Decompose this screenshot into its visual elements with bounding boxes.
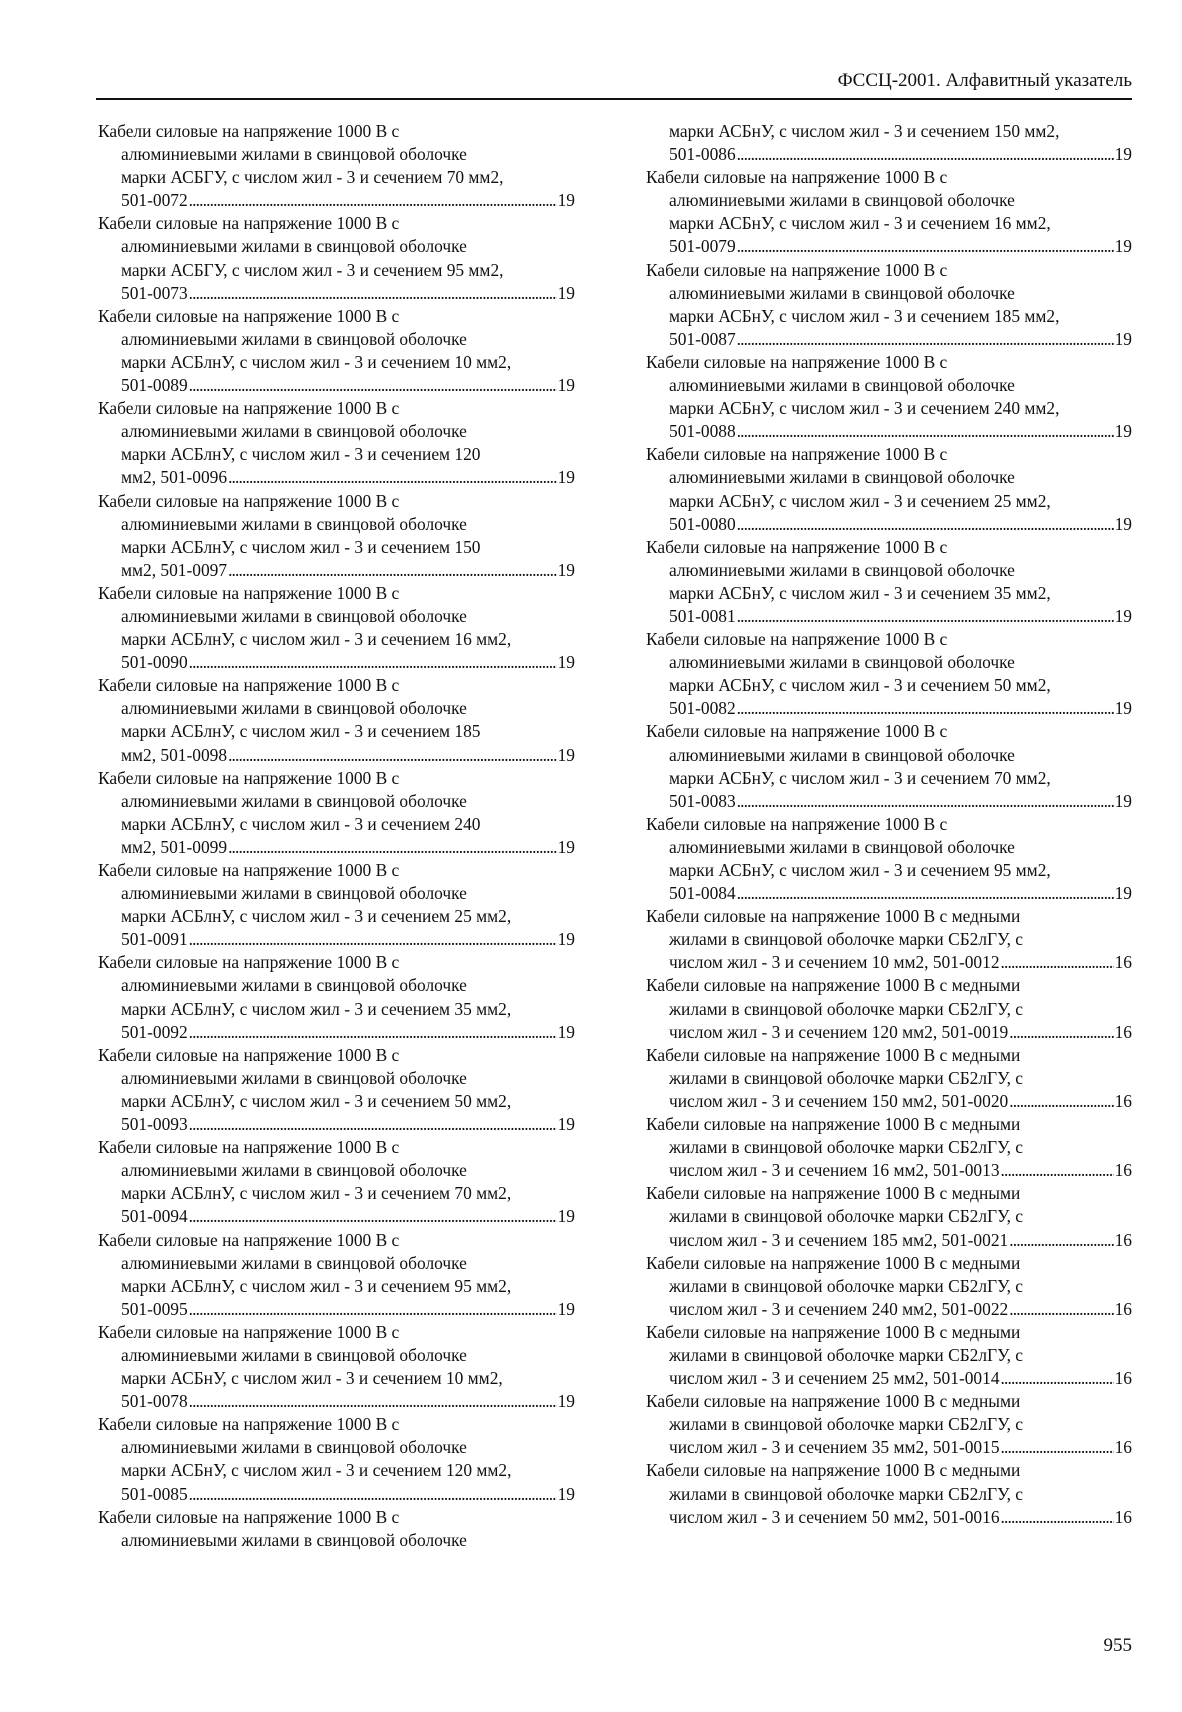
index-entry-line: алюминиевыми жилами в свинцовой оболочке bbox=[121, 236, 467, 257]
index-entry-line: Кабели силовые на напряжение 1000 В с bbox=[646, 167, 948, 188]
page-reference: 19 bbox=[1114, 513, 1132, 534]
index-entry bbox=[98, 1044, 575, 1136]
index-entry-line: алюминиевыми жилами в свинцовой оболочке bbox=[121, 975, 467, 996]
index-entry-line bbox=[646, 1506, 1132, 1529]
index-entry-line: Кабели силовые на напряжение 1000 В с медными bbox=[646, 975, 1021, 996]
index-entry-line bbox=[98, 928, 575, 951]
dot-leader bbox=[189, 282, 557, 305]
index-entry-line bbox=[646, 951, 1132, 974]
page-reference: 19 bbox=[557, 744, 575, 765]
index-entry-line: алюминиевыми жилами в свинцовой оболочке bbox=[121, 1252, 467, 1273]
index-entry-line: алюминиевыми жилами в свинцовой оболочке bbox=[121, 144, 467, 165]
page-reference: 19 bbox=[1114, 144, 1132, 165]
index-entry bbox=[646, 1390, 1132, 1459]
page-reference: 19 bbox=[1114, 790, 1132, 811]
dot-leader bbox=[228, 559, 557, 582]
index-entry bbox=[646, 166, 1132, 258]
index-entry-line bbox=[98, 1021, 575, 1044]
index-entry-line bbox=[646, 1090, 1132, 1113]
index-entry-text: числом жил - 3 и сечением 25 мм2, 501-0014 bbox=[669, 1368, 1000, 1389]
index-entry-line: алюминиевыми жилами в свинцовой оболочке bbox=[669, 467, 1015, 488]
page-reference: 16 bbox=[1114, 952, 1132, 973]
index-entry-line: Кабели силовые на напряжение 1000 В с bbox=[98, 675, 400, 696]
index-entry-text: мм2, 501-0098 bbox=[121, 744, 228, 765]
index-entry-line: алюминиевыми жилами в свинцовой оболочке bbox=[121, 790, 467, 811]
index-entry-line: марки АСБнУ, с числом жил - 3 и сечением 240 мм2, bbox=[669, 398, 1060, 419]
index-entry-line: Кабели силовые на напряжение 1000 В с bbox=[646, 721, 948, 742]
page-reference: 16 bbox=[1114, 1021, 1132, 1042]
index-entry-text: 501-0090 bbox=[121, 652, 188, 673]
index-entry-line bbox=[98, 1390, 575, 1413]
dot-leader bbox=[189, 1113, 557, 1136]
index-entry bbox=[98, 767, 575, 859]
index-entry-line bbox=[646, 882, 1132, 905]
index-entry bbox=[646, 1321, 1132, 1390]
index-entry-line bbox=[646, 605, 1132, 628]
dot-leader bbox=[1009, 1229, 1113, 1252]
index-entry-line: жилами в свинцовой оболочке марки СБ2лГУ, с bbox=[669, 1414, 1023, 1435]
index-entry bbox=[646, 1252, 1132, 1321]
index-entry bbox=[646, 536, 1132, 628]
index-entry-line: Кабели силовые на напряжение 1000 В с медными bbox=[646, 1391, 1021, 1412]
index-entry-line: Кабели силовые на напряжение 1000 В с bbox=[98, 1137, 400, 1158]
index-entry-text: 501-0093 bbox=[121, 1114, 188, 1135]
index-entry-line: алюминиевыми жилами в свинцовой оболочке bbox=[669, 375, 1015, 396]
index-entry-line: Кабели силовые на напряжение 1000 В с bbox=[98, 1044, 400, 1065]
index-entry-text: 501-0082 bbox=[669, 698, 736, 719]
index-entry-line bbox=[646, 328, 1132, 351]
index-entry bbox=[98, 582, 575, 674]
dot-leader bbox=[228, 744, 557, 767]
dot-leader bbox=[737, 513, 1114, 536]
dot-leader bbox=[1001, 1159, 1114, 1182]
index-entry-line: марки АСБнУ, с числом жил - 3 и сечением 185 мм2, bbox=[669, 305, 1060, 326]
index-column-right bbox=[646, 120, 1132, 1529]
index-entry-line: марки АСБлнУ, с числом жил - 3 и сечением 50 мм2, bbox=[121, 1090, 512, 1111]
page-reference: 19 bbox=[1114, 698, 1132, 719]
page-reference: 19 bbox=[557, 190, 575, 211]
page-reference: 19 bbox=[557, 1021, 575, 1042]
index-entry-line: алюминиевыми жилами в свинцовой оболочке bbox=[121, 1437, 467, 1458]
page-reference: 16 bbox=[1114, 1090, 1132, 1111]
index-entry-line: марки АСБГУ, с числом жил - 3 и сечением 70 мм2, bbox=[121, 167, 504, 188]
index-entry-line: Кабели силовые на напряжение 1000 В с bbox=[646, 259, 948, 280]
page-reference: 19 bbox=[557, 929, 575, 950]
index-entry-line: Кабели силовые на напряжение 1000 В с bbox=[98, 1229, 400, 1250]
dot-leader bbox=[1009, 1298, 1113, 1321]
index-entry-text: 501-0073 bbox=[121, 282, 188, 303]
dot-leader bbox=[189, 928, 557, 951]
index-entry-text: 501-0091 bbox=[121, 929, 188, 950]
page-reference: 19 bbox=[557, 375, 575, 396]
index-entry-text: числом жил - 3 и сечением 10 мм2, 501-0012 bbox=[669, 952, 1000, 973]
page-reference: 19 bbox=[557, 1114, 575, 1135]
index-entry-line: алюминиевыми жилами в свинцовой оболочке bbox=[121, 1344, 467, 1365]
index-entry-line: алюминиевыми жилами в свинцовой оболочке bbox=[121, 1160, 467, 1181]
index-entry bbox=[98, 1229, 575, 1321]
index-entry-line: Кабели силовые на напряжение 1000 В с медными bbox=[646, 1252, 1021, 1273]
index-entry-line: алюминиевыми жилами в свинцовой оболочке bbox=[121, 698, 467, 719]
index-entry bbox=[98, 1506, 575, 1552]
index-entry-text: мм2, 501-0096 bbox=[121, 467, 228, 488]
index-entry-text: 501-0084 bbox=[669, 883, 736, 904]
page-reference: 19 bbox=[1114, 883, 1132, 904]
index-entry-line bbox=[98, 1205, 575, 1228]
index-entry-line: Кабели силовые на напряжение 1000 В с bbox=[646, 813, 948, 834]
index-entry-line: алюминиевыми жилами в свинцовой оболочке bbox=[669, 744, 1015, 765]
index-entry bbox=[646, 813, 1132, 905]
dot-leader bbox=[737, 420, 1114, 443]
dot-leader bbox=[189, 1298, 557, 1321]
page-reference: 16 bbox=[1114, 1437, 1132, 1458]
index-entry-text: мм2, 501-0099 bbox=[121, 836, 228, 857]
index-entry bbox=[98, 674, 575, 766]
index-entry-line: алюминиевыми жилами в свинцовой оболочке bbox=[121, 1529, 467, 1550]
index-entry-text: 501-0080 bbox=[669, 513, 736, 534]
index-entry-line: Кабели силовые на напряжение 1000 В с bbox=[98, 398, 400, 419]
index-entry-line: Кабели силовые на напряжение 1000 В с bbox=[98, 1506, 400, 1527]
index-entry-line: Кабели силовые на напряжение 1000 В с bbox=[98, 767, 400, 788]
index-entry bbox=[98, 120, 575, 212]
index-entry-line: алюминиевыми жилами в свинцовой оболочке bbox=[669, 652, 1015, 673]
index-entry bbox=[98, 951, 575, 1043]
index-entry-line bbox=[98, 1483, 575, 1506]
index-entry-line: жилами в свинцовой оболочке марки СБ2лГУ, с bbox=[669, 1344, 1023, 1365]
dot-leader bbox=[189, 1205, 557, 1228]
index-entry-line: марки АСБнУ, с числом жил - 3 и сечением 25 мм2, bbox=[669, 490, 1051, 511]
index-entry bbox=[646, 259, 1132, 351]
dot-leader bbox=[189, 1483, 557, 1506]
page-reference: 19 bbox=[557, 1391, 575, 1412]
page-reference: 19 bbox=[557, 836, 575, 857]
index-entry-text: 501-0092 bbox=[121, 1021, 188, 1042]
index-entry-line: Кабели силовые на напряжение 1000 В с bbox=[98, 860, 400, 880]
index-entry-line: Кабели силовые на напряжение 1000 В с медными bbox=[646, 1044, 1021, 1065]
index-entry-line: марки АСБнУ, с числом жил - 3 и сечением 16 мм2, bbox=[669, 213, 1051, 234]
index-entry-line: алюминиевыми жилами в свинцовой оболочке bbox=[121, 421, 467, 442]
index-entry bbox=[646, 905, 1132, 974]
index-entry-line: алюминиевыми жилами в свинцовой оболочке bbox=[121, 513, 467, 534]
page-reference: 19 bbox=[557, 559, 575, 580]
index-entry bbox=[98, 1413, 575, 1505]
index-entry-line: Кабели силовые на напряжение 1000 В с bbox=[98, 1321, 400, 1342]
index-entry-line: алюминиевыми жилами в свинцовой оболочке bbox=[121, 605, 467, 626]
index-entry-line: Кабели силовые на напряжение 1000 В с bbox=[98, 490, 400, 511]
index-entry bbox=[646, 1182, 1132, 1251]
page-number: 955 bbox=[1103, 1635, 1132, 1656]
page-reference: 16 bbox=[1114, 1298, 1132, 1319]
index-entry-text: 501-0085 bbox=[121, 1483, 188, 1504]
index-entry-line bbox=[646, 1436, 1132, 1459]
index-entry-line: марки АСБлнУ, с числом жил - 3 и сечением 150 bbox=[121, 536, 481, 557]
dot-leader bbox=[228, 836, 557, 859]
index-entry-line bbox=[98, 374, 575, 397]
dot-leader bbox=[1009, 1090, 1113, 1113]
index-entry-line: марки АСБнУ, с числом жил - 3 и сечением 10 мм2, bbox=[121, 1368, 503, 1389]
index-entry-line bbox=[98, 744, 575, 767]
index-entry-line: Кабели силовые на напряжение 1000 В с медными bbox=[646, 1460, 1021, 1481]
index-entry-line bbox=[98, 1298, 575, 1321]
dot-leader bbox=[189, 1390, 557, 1413]
index-entry-text: 501-0089 bbox=[121, 375, 188, 396]
page-reference: 19 bbox=[557, 467, 575, 488]
index-entry-line bbox=[646, 1159, 1132, 1182]
running-header bbox=[96, 60, 1132, 100]
index-entry-text: 501-0078 bbox=[121, 1391, 188, 1412]
index-entry-text: числом жил - 3 и сечением 185 мм2, 501-0021 bbox=[669, 1229, 1009, 1250]
index-entry-text: мм2, 501-0097 bbox=[121, 559, 228, 580]
index-entry-line: Кабели силовые на напряжение 1000 В с bbox=[98, 213, 400, 234]
index-entry-line bbox=[646, 790, 1132, 813]
index-entry-line: марки АСБлнУ, с числом жил - 3 и сечением 10 мм2, bbox=[121, 351, 512, 372]
index-entry-line: жилами в свинцовой оболочке марки СБ2лГУ, с bbox=[669, 1275, 1023, 1296]
page-reference: 19 bbox=[557, 282, 575, 303]
index-entry-line: Кабели силовые на напряжение 1000 В с медными bbox=[646, 906, 1021, 927]
index-entry-line: марки АСБГУ, с числом жил - 3 и сечением 95 мм2, bbox=[121, 259, 504, 280]
index-entry-line: алюминиевыми жилами в свинцовой оболочке bbox=[669, 282, 1015, 303]
header-title: ФССЦ-2001. Алфавитный указатель bbox=[837, 70, 1132, 91]
index-entry-line: жилами в свинцовой оболочке марки СБ2лГУ, с bbox=[669, 929, 1023, 950]
index-entry-line: Кабели силовые на напряжение 1000 В с bbox=[646, 351, 948, 372]
index-entry bbox=[646, 120, 1132, 166]
index-entry-line: марки АСБлнУ, с числом жил - 3 и сечением 35 мм2, bbox=[121, 998, 512, 1019]
index-entry-line bbox=[646, 1021, 1132, 1044]
index-entry-line: марки АСБлнУ, с числом жил - 3 и сечением 25 мм2, bbox=[121, 906, 512, 927]
index-entry bbox=[98, 859, 575, 951]
index-entry-line bbox=[646, 235, 1132, 258]
index-entry-text: числом жил - 3 и сечением 240 мм2, 501-0022 bbox=[669, 1298, 1009, 1319]
index-entry-line bbox=[98, 559, 575, 582]
page-reference: 19 bbox=[557, 1483, 575, 1504]
index-entry-line bbox=[646, 143, 1132, 166]
index-entry-line: марки АСБнУ, с числом жил - 3 и сечением 35 мм2, bbox=[669, 582, 1051, 603]
dot-leader bbox=[737, 697, 1114, 720]
index-entry bbox=[646, 1044, 1132, 1113]
dot-leader bbox=[228, 466, 557, 489]
index-entry-line bbox=[646, 513, 1132, 536]
index-entry-text: числом жил - 3 и сечением 50 мм2, 501-0016 bbox=[669, 1506, 1000, 1527]
index-entry-line: марки АСБнУ, с числом жил - 3 и сечением 70 мм2, bbox=[669, 767, 1051, 788]
index-entry-line bbox=[646, 1229, 1132, 1252]
dot-leader bbox=[737, 235, 1114, 258]
index-entry-line: марки АСБнУ, с числом жил - 3 и сечением 95 мм2, bbox=[669, 860, 1051, 880]
index-entry-text: числом жил - 3 и сечением 120 мм2, 501-0019 bbox=[669, 1021, 1009, 1042]
index-entry-line: Кабели силовые на напряжение 1000 В с bbox=[646, 629, 948, 650]
dot-leader bbox=[189, 1021, 557, 1044]
index-entry bbox=[646, 720, 1132, 812]
page-reference: 19 bbox=[1114, 236, 1132, 257]
dot-leader bbox=[1001, 1436, 1114, 1459]
index-entry-line: марки АСБлнУ, с числом жил - 3 и сечением 120 bbox=[121, 444, 481, 465]
dot-leader bbox=[1001, 1506, 1114, 1529]
index-entry-line: Кабели силовые на напряжение 1000 В с медными bbox=[646, 1114, 1021, 1135]
page-reference: 19 bbox=[557, 652, 575, 673]
index-entry bbox=[98, 490, 575, 582]
index-entry-line: алюминиевыми жилами в свинцовой оболочке bbox=[121, 328, 467, 349]
dot-leader bbox=[1001, 951, 1114, 974]
page-reference: 16 bbox=[1114, 1506, 1132, 1527]
index-entry-line bbox=[98, 189, 575, 212]
index-entry-line bbox=[646, 1298, 1132, 1321]
index-entry bbox=[646, 351, 1132, 443]
index-entry-line bbox=[646, 420, 1132, 443]
index-column-left bbox=[98, 120, 575, 1552]
dot-leader bbox=[189, 189, 557, 212]
index-entry-line: Кабели силовые на напряжение 1000 В с bbox=[98, 582, 400, 603]
index-entry-text: числом жил - 3 и сечением 150 мм2, 501-0020 bbox=[669, 1090, 1009, 1111]
index-entry-line bbox=[98, 282, 575, 305]
index-entry-text: 501-0086 bbox=[669, 144, 736, 165]
index-entry-line: Кабели силовые на напряжение 1000 В с bbox=[98, 952, 400, 973]
index-entry-line: марки АСБлнУ, с числом жил - 3 и сечением 240 bbox=[121, 813, 481, 834]
index-entry-line bbox=[98, 466, 575, 489]
index-entry-line: алюминиевыми жилами в свинцовой оболочке bbox=[121, 883, 467, 904]
index-entry-line bbox=[646, 1367, 1132, 1390]
index-entry-text: числом жил - 3 и сечением 16 мм2, 501-0013 bbox=[669, 1160, 1000, 1181]
index-entry bbox=[98, 1136, 575, 1228]
index-entry-line: марки АСБнУ, с числом жил - 3 и сечением 50 мм2, bbox=[669, 675, 1051, 696]
index-entry-line: марки АСБнУ, с числом жил - 3 и сечением 150 мм2, bbox=[669, 121, 1060, 141]
index-entry-text: 501-0087 bbox=[669, 328, 736, 349]
index-entry-line: марки АСБнУ, с числом жил - 3 и сечением 120 мм2, bbox=[121, 1460, 512, 1481]
page-reference: 19 bbox=[1114, 605, 1132, 626]
dot-leader bbox=[189, 651, 557, 674]
dot-leader bbox=[737, 605, 1114, 628]
page-reference: 16 bbox=[1114, 1229, 1132, 1250]
page-reference: 19 bbox=[557, 1298, 575, 1319]
dot-leader bbox=[737, 143, 1114, 166]
index-entry-line bbox=[646, 697, 1132, 720]
index-entry bbox=[646, 974, 1132, 1043]
dot-leader bbox=[189, 374, 557, 397]
index-entry-line: жилами в свинцовой оболочке марки СБ2лГУ, с bbox=[669, 998, 1023, 1019]
page-reference: 19 bbox=[1114, 328, 1132, 349]
index-entry bbox=[646, 628, 1132, 720]
index-entry-text: 501-0083 bbox=[669, 790, 736, 811]
index-entry-text: 501-0095 bbox=[121, 1298, 188, 1319]
index-entry bbox=[646, 1459, 1132, 1528]
index-entry-line: алюминиевыми жилами в свинцовой оболочке bbox=[669, 836, 1015, 857]
index-entry-line: жилами в свинцовой оболочке марки СБ2лГУ, с bbox=[669, 1137, 1023, 1158]
index-entry-text: 501-0081 bbox=[669, 605, 736, 626]
index-entry-line: Кабели силовые на напряжение 1000 В с bbox=[98, 1414, 400, 1435]
dot-leader bbox=[1009, 1021, 1113, 1044]
index-entry-line: Кабели силовые на напряжение 1000 В с медными bbox=[646, 1321, 1021, 1342]
page-reference: 19 bbox=[1114, 421, 1132, 442]
index-entry-text: 501-0094 bbox=[121, 1206, 188, 1227]
index-entry-line: алюминиевыми жилами в свинцовой оболочке bbox=[669, 190, 1015, 211]
page-reference: 16 bbox=[1114, 1368, 1132, 1389]
index-entry-line: Кабели силовые на напряжение 1000 В с bbox=[98, 305, 400, 326]
dot-leader bbox=[737, 328, 1114, 351]
index-entry-line: марки АСБлнУ, с числом жил - 3 и сечением 16 мм2, bbox=[121, 629, 512, 650]
index-entry-line: жилами в свинцовой оболочке марки СБ2лГУ, с bbox=[669, 1206, 1023, 1227]
index-entry-line: Кабели силовые на напряжение 1000 В с медными bbox=[646, 1183, 1021, 1204]
index-entry-line: алюминиевыми жилами в свинцовой оболочке bbox=[669, 559, 1015, 580]
index-entry-text: 501-0088 bbox=[669, 421, 736, 442]
index-entry-line: алюминиевыми жилами в свинцовой оболочке bbox=[121, 1067, 467, 1088]
index-entry-line: марки АСБлнУ, с числом жил - 3 и сечением 70 мм2, bbox=[121, 1183, 512, 1204]
page-reference: 19 bbox=[557, 1206, 575, 1227]
index-entry-text: 501-0072 bbox=[121, 190, 188, 211]
dot-leader bbox=[737, 790, 1114, 813]
index-entry bbox=[98, 1321, 575, 1413]
index-entry bbox=[98, 212, 575, 304]
index-entry-text: числом жил - 3 и сечением 35 мм2, 501-0015 bbox=[669, 1437, 1000, 1458]
index-entry-line bbox=[98, 836, 575, 859]
index-entry bbox=[98, 397, 575, 489]
index-entry bbox=[98, 305, 575, 397]
index-entry bbox=[646, 1113, 1132, 1182]
index-entry-line bbox=[98, 651, 575, 674]
index-entry-line: марки АСБлнУ, с числом жил - 3 и сечением 185 bbox=[121, 721, 481, 742]
index-entry-line: Кабели силовые на напряжение 1000 В с bbox=[98, 121, 400, 141]
index-entry-line: Кабели силовые на напряжение 1000 В с bbox=[646, 536, 948, 557]
index-entry-line bbox=[98, 1113, 575, 1136]
index-entry-line: жилами в свинцовой оболочке марки СБ2лГУ, с bbox=[669, 1067, 1023, 1088]
index-entry-text: 501-0079 bbox=[669, 236, 736, 257]
index-entry-line: марки АСБлнУ, с числом жил - 3 и сечением 95 мм2, bbox=[121, 1275, 512, 1296]
index-entry-line: жилами в свинцовой оболочке марки СБ2лГУ, с bbox=[669, 1483, 1023, 1504]
dot-leader bbox=[1001, 1367, 1114, 1390]
index-entry bbox=[646, 443, 1132, 535]
page-reference: 16 bbox=[1114, 1160, 1132, 1181]
index-entry-line: Кабели силовые на напряжение 1000 В с bbox=[646, 444, 948, 465]
dot-leader bbox=[737, 882, 1114, 905]
